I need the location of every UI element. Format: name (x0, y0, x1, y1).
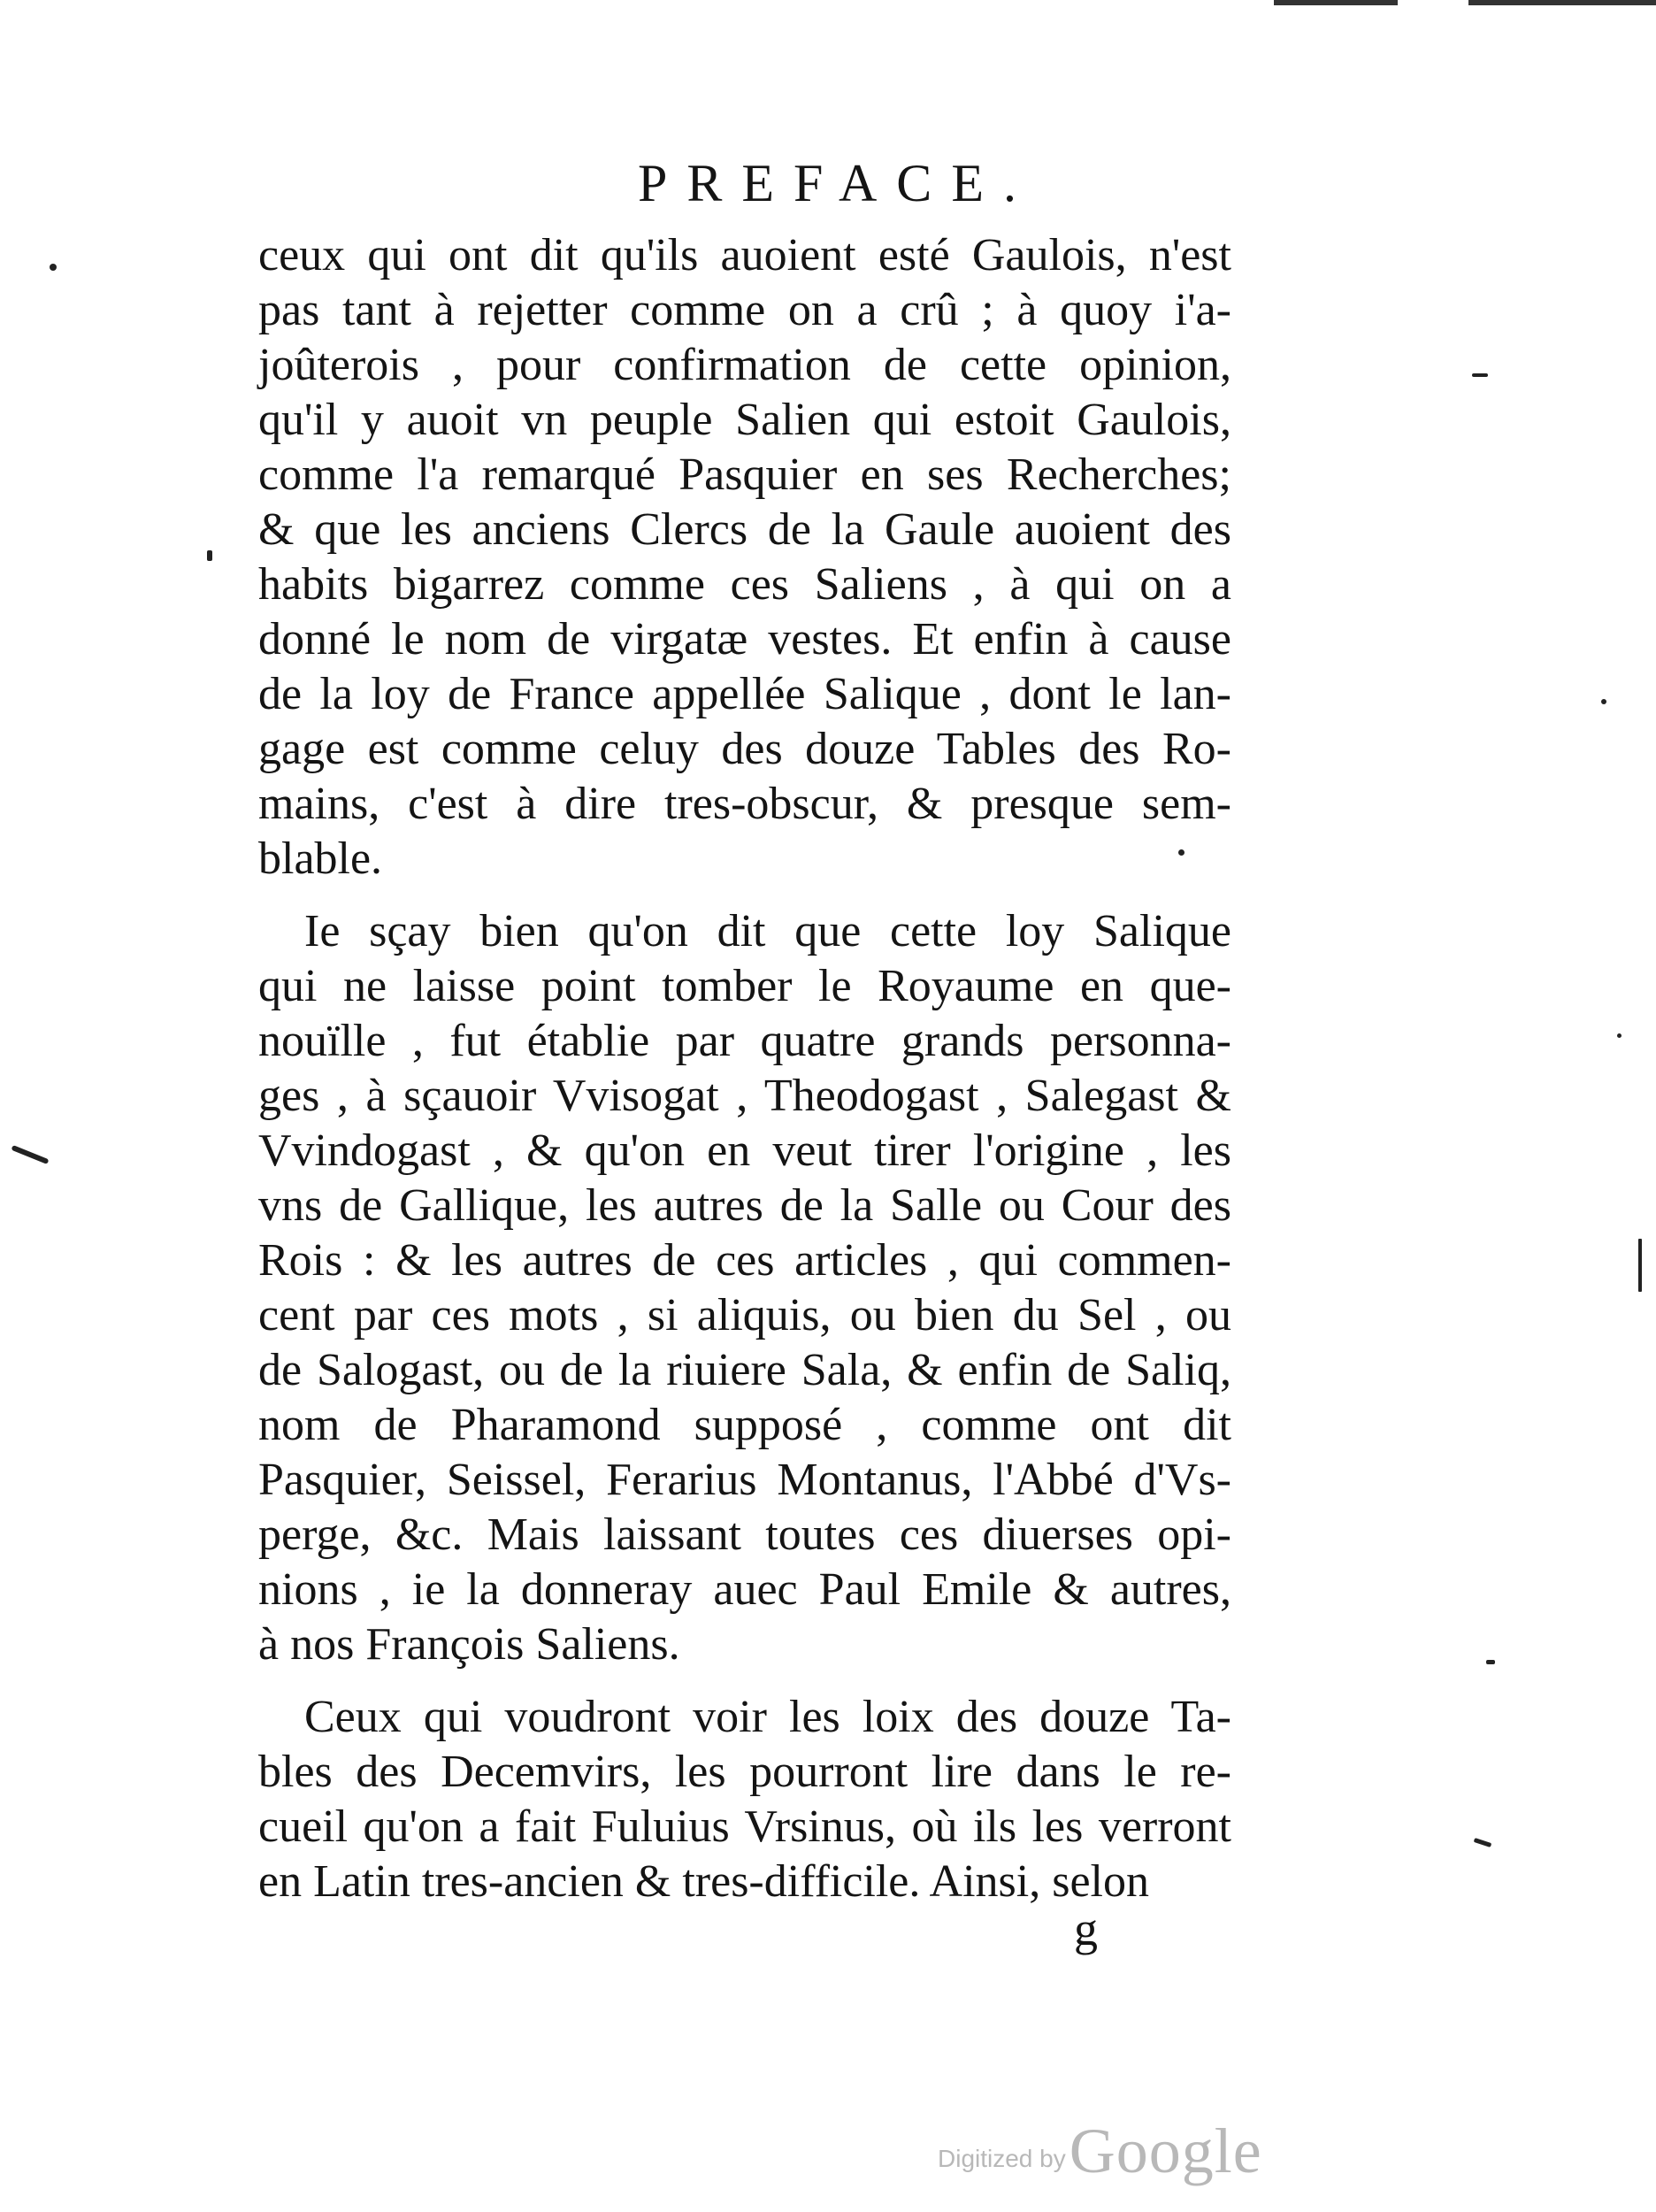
speck (1474, 1838, 1492, 1847)
speck (1601, 699, 1606, 704)
speck (1178, 849, 1184, 856)
edge-line (1638, 1239, 1642, 1292)
text-line: vns de Gallique, les autres de la Salle ou Cour des (258, 1180, 1231, 1231)
text-line: & que les anciens Clercs de la Gaule auoient des (258, 504, 1231, 555)
text-line: nions , ie la donneray auec Paul Emile & autres, (258, 1564, 1231, 1615)
text-line: comme l'a remarqué Pasquier en ses Recherches; (258, 449, 1231, 500)
speck (1617, 1033, 1622, 1038)
text-line: qu'il y auoit vn peuple Salien qui estoit Gaulois, (258, 395, 1231, 445)
text-line: gage est comme celuy des douze Tables des Ro- (258, 724, 1231, 774)
top-edge-mark (1468, 0, 1656, 5)
speck (1472, 373, 1488, 377)
text-line: donné le nom de virgatæ vestes. Et enfin à cause (258, 614, 1231, 664)
speck (207, 550, 212, 561)
top-edge-mark (1274, 0, 1398, 5)
text-line: ceux qui ont dit qu'ils auoient esté Gaulois, n'est (258, 230, 1231, 280)
text-line: ges , à sçauoir Vvisogat , Theodogast , Salegast & (258, 1071, 1231, 1121)
signature-mark: g (1074, 1902, 1098, 1955)
text-line: mains, c'est à dire tres-obscur, & presque sem- (258, 779, 1231, 829)
text-line: qui ne laisse point tomber le Royaume en que- (258, 961, 1231, 1011)
body-text (258, 228, 1231, 1909)
text-line: Ceux qui voudront voir les loix des douze Ta- (304, 1692, 1231, 1742)
text-line: bles des Decemvirs, les pourront lire dans le re- (258, 1747, 1231, 1797)
text-line: joûterois , pour confirmation de cette opinion, (258, 340, 1231, 390)
paragraph-2 (258, 904, 1231, 1672)
text-line: à nos François Saliens. (258, 1619, 680, 1670)
text-line: de la loy de France appellée Salique , dont le lan- (258, 669, 1231, 719)
text-line: en Latin tres-ancien & tres-difficile. Ainsi, selon (258, 1856, 1149, 1907)
text-line: perge, &c. Mais laissant toutes ces diuerses opi- (258, 1509, 1231, 1560)
speck (50, 264, 57, 271)
digitized-prefix: Digitized by (938, 2145, 1066, 2172)
text-line: cueil qu'on a fait Fuluius Vrsinus, où ils les verront (258, 1801, 1231, 1852)
text-line: Rois : & les autres de ces articles , qui commen- (258, 1235, 1231, 1286)
text-line: blable. (258, 833, 383, 884)
digitized-watermark (938, 2115, 1262, 2188)
text-line: pas tant à rejetter comme on a crû ; à quoy i'a- (258, 285, 1231, 335)
paragraph-3 (258, 1690, 1231, 1909)
text-line: Pasquier, Seissel, Ferarius Montanus, l'Abbé d'Vs- (258, 1455, 1231, 1505)
paragraph-1 (258, 228, 1231, 887)
google-logo: Google (1069, 2116, 1262, 2186)
speck (11, 1145, 49, 1164)
text-line: nom de Pharamond supposé , comme ont dit (258, 1400, 1231, 1450)
text-line: Ie sçay bien qu'on dit que cette loy Salique (304, 906, 1231, 956)
text-line: de Salogast, ou de la riuiere Sala, & enfin de Saliq, (258, 1345, 1231, 1395)
speck (1486, 1660, 1495, 1664)
text-line: nouïlle , fut établie par quatre grands personna- (258, 1016, 1231, 1066)
text-line: habits bigarrez comme ces Saliens , à qui on a (258, 559, 1231, 610)
page-header: PREFACE. (638, 154, 1036, 212)
text-line: Vvindogast , & qu'on en veut tirer l'origine , les (258, 1125, 1231, 1176)
text-line: cent par ces mots , si aliquis, ou bien du Sel , ou (258, 1290, 1231, 1340)
